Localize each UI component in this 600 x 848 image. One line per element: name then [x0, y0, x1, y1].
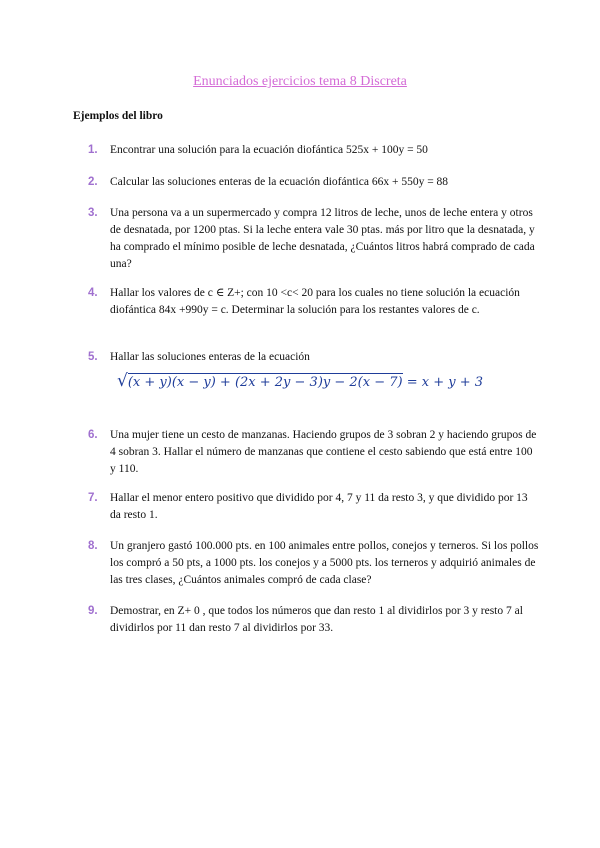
exercise-number: 6. — [88, 429, 98, 441]
exercise-number: 5. — [88, 351, 98, 363]
exercise-number: 8. — [88, 540, 98, 552]
exercise-number: 4. — [88, 287, 98, 299]
exercise-text: Encontrar una solución para la ecuación diofántica 525x + 100y = 50 — [110, 144, 428, 156]
equation-rhs: = x + y + 3 — [402, 375, 483, 390]
exercise-number: 9. — [88, 605, 98, 617]
exercise-number: 1. — [88, 144, 98, 156]
section-heading: Ejemplos del libro — [73, 110, 163, 122]
exercise-number: 2. — [88, 176, 98, 188]
exercise-text: Un granjero gastó 100.000 pts. en 100 animales entre pollos, conejos y terneros. Si los pollos los compró a 50 pts, a 1000 pts. los conejos y a 5000 pts. los terneros y adquirió animales de las tres clases, ¿Cuántos animales compró de cada clase? — [110, 540, 539, 586]
exercise-number: 7. — [88, 492, 98, 504]
exercise-number: 3. — [88, 207, 98, 219]
square-root-sign: √ — [117, 371, 128, 391]
exercise-text: Demostrar, en Z+ 0 , que todos los números que dan resto 1 al dividirlos por 3 y resto 7 al dividirlos por 11 dan resto 7 al dividirlos por 33. — [110, 605, 523, 634]
exercise-text: Hallar las soluciones enteras de la ecuación — [110, 351, 310, 363]
document-title: Enunciados ejercicios tema 8 Discreta — [193, 74, 407, 89]
exercise-text: Una persona va a un supermercado y compra 12 litros de leche, unos de leche entera y otros de desnatada, por 1200 ptas. Si la leche entera vale 30 ptas. más por litro que la desnatada, y ha comprado el mínimo posible de leche desnatada, ¿Cuántos litros habrá comprado de cada una? — [110, 207, 535, 270]
equation-radicand: (x + y)(x − y) + (2x + 2y − 3)y − 2(x − 7) — [127, 375, 403, 390]
exercise-text: Una mujer tiene un cesto de manzanas. Haciendo grupos de 3 sobran 2 y haciendo grupos de 4 sobran 3. Hallar el número de manzanas que contiene el cesto sabiendo que está entre 100 y 110. — [110, 429, 537, 475]
exercise-text: Calcular las soluciones enteras de la ecuación diofántica 66x + 550y = 88 — [110, 176, 449, 188]
exercise-text: Hallar los valores de c ∈ Z+; con 10 <c< 20 para los cuales no tiene solución la ecuación diofántica 84x +990y = c. Determinar la solución para los restantes valores de c. — [110, 287, 520, 316]
exercise-text: Hallar el menor entero positivo que dividido por 4, 7 y 11 da resto 3, y que dividido por 13 da resto 1. — [110, 492, 528, 521]
equation — [117, 371, 483, 391]
